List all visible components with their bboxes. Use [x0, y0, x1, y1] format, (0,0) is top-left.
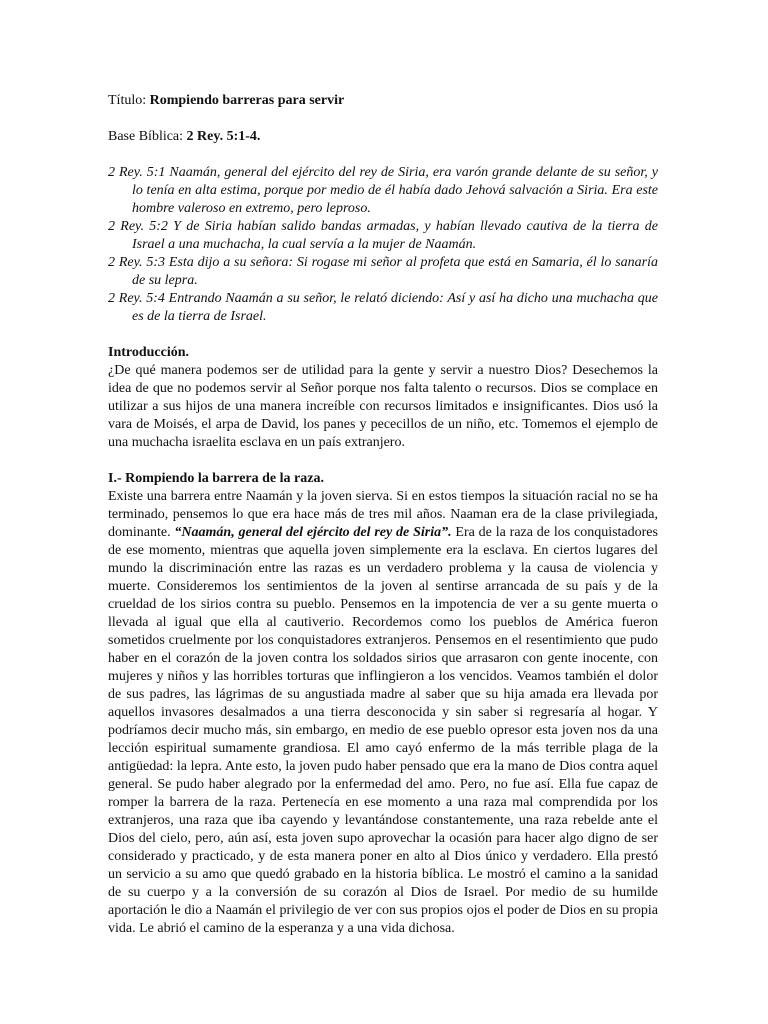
biblical-base-reference: 2 Rey. 5:1-4.	[186, 129, 261, 144]
verse-item: 2 Rey. 5:4 Entrando Naamán a su señor, le relató diciendo: Así y así ha dicho una muchacha que es de la tierra de Israel.	[108, 291, 658, 324]
verse-list	[108, 164, 658, 326]
quoted-phrase: “Naamán, general del ejército del rey de Siria”.	[174, 525, 452, 540]
document-page	[108, 92, 658, 938]
paragraph-text-start: Existe una barrera entre Naamán y la joven sierva. Si en estos tiempos la situación racial no se ha terminado, pensemos lo que era hace más de tres mil años. Naaman era de la clase privilegiada, dominante.	[108, 489, 658, 540]
title-label: Título:	[108, 93, 147, 108]
section-race-barrier	[108, 470, 658, 938]
verse-item: 2 Rey. 5:3 Esta dijo a su señora: Si rogase mi señor al profeta que está en Samaria, él lo sanaría de su lepra.	[108, 255, 658, 288]
paragraph-text-rest: Era de la raza de los conquistadores de ese momento, mientras que aquella joven simplemente era la esclava. En ciertos lugares del mundo la discriminación entre las razas es un verdadero problema y la causa de violencia y muerte. Consideremos los sentimientos de la joven al sentirse arrancada de su país y de la crueldad de los sirios contra su pueblo. Pensemos en la impotencia de ver a su gente muerta o llevada al igual que ella al cautiverio. Recordemos como los pueblos de América fueron sometidos cruelmente por los conquistadores extranjeros. Pensemos en el resentimiento que pudo haber en el corazón de la joven contra los soldados sirios que arrasaron con gente inocente, con mujeres y niños y las horribles torturas que inflingieron a los vencidos. Veamos también el dolor de sus padres, las lágrimas de su angustiada madre al saber que su hija amada era llevada por aquellos invasores desalmados a una tierra desconocida y sin saber si regresaría al hogar. Y podríamos decir mucho más, sin embargo, en medio de ese pueblo opresor esta joven nos da una lección espiritual sumamente grandiosa. El amo cayó enfermo de la más terrible plaga de la antigüedad: la lepra. Ante esto, la joven pudo haber pensado que era la mano de Dios contra aquel general. Se pudo haber alegrado por la enfermedad del amo. Pero, no fue así. Ella fue capaz de romper la barrera de la raza. Pertenecía en ese momento a una raza mal comprendida por los extranjeros, una raza que iba cayendo y levantándose constantemente, una raza rebelde ante el Dios del cielo, pero, aún así, esta joven supo aprovechar la ocasión para hacer algo digno de ser considerado y practicado, y de esta manera poner en alto al Dios único y verdadero. Ella prestó un servicio a su amo que quedó grabado en la historia bíblica. Le mostró el camino a la sanidad de su cuerpo y a la conversión de su corazón al Dios de Israel. Por medio de su humilde aportación le dio a Naamán el privilegio de ver con sus propios ojos el poder de Dios en su propia vida. Le abrió el camino de la esperanza y a una vida dichosa.	[108, 525, 658, 936]
document-title: Rompiendo barreras para servir	[149, 93, 345, 108]
base-label: Base Bíblica:	[108, 129, 184, 144]
biblical-base-line	[108, 128, 658, 146]
introduction-heading: Introducción.	[108, 345, 190, 360]
verse-item: 2 Rey. 5:2 Y de Siria habían salido bandas armadas, y habían llevado cautiva de la tierra de Israel a una muchacha, la cual servía a la mujer de Naamán.	[108, 219, 658, 252]
verse-item: 2 Rey. 5:1 Naamán, general del ejército del rey de Siria, era varón grande delante de su señor, y lo tenía en alta estima, porque por medio de él había dado Jehová salvación a Siria. Era este hombre valeroso en extremo, pero leproso.	[108, 165, 658, 216]
introduction-section	[108, 344, 658, 452]
section-paragraph	[108, 488, 658, 938]
introduction-paragraph: ¿De qué manera podemos ser de utilidad para la gente y servir a nuestro Dios? Desechemos la idea de que no podemos servir al Señor porque nos falta talento o recursos. Dios se complace en utilizar a sus hijos de una manera increíble con recursos limitados e insignificantes. Dios usó la vara de Moisés, el arpa de David, los panes y pececillos de un niño, etc. Tomemos el ejemplo de una muchacha israelita esclava en un país extranjero.	[108, 363, 658, 450]
document-title-line	[108, 92, 658, 110]
section-heading: I.- Rompiendo la barrera de la raza.	[108, 471, 324, 486]
